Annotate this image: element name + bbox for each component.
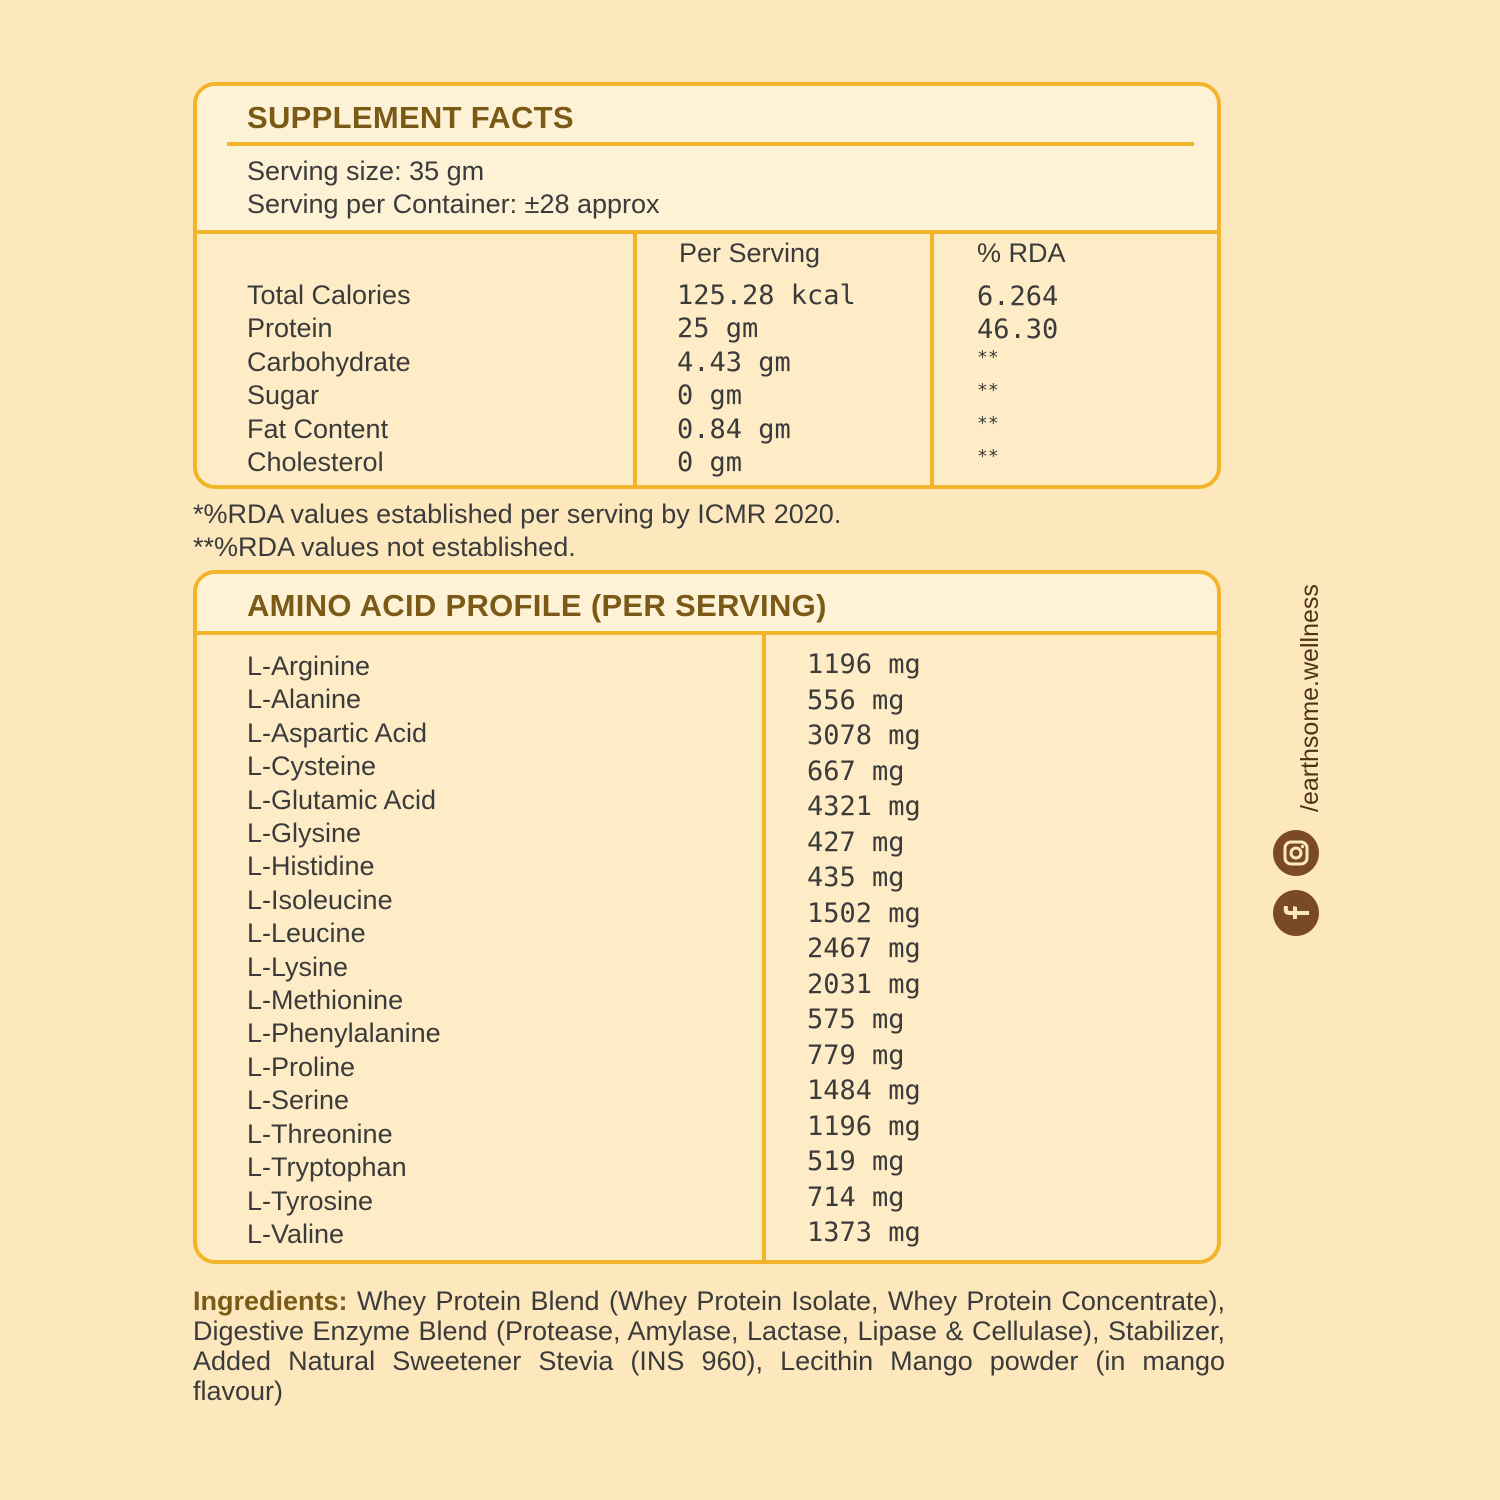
amino-acid-name: L-Lysine	[247, 951, 349, 982]
rda-value: 46.30	[977, 314, 1059, 345]
amino-acid-name: L-Leucine	[247, 918, 366, 949]
supplement-facts-panel	[193, 82, 1221, 489]
nutrient-name: Total Calories	[247, 280, 411, 310]
amino-acid-name: L-Glysine	[247, 818, 362, 849]
amino-acid-value: 714 mg	[807, 1181, 905, 1213]
per-serving-header: Per Serving	[679, 238, 821, 268]
amino-column-divider	[762, 633, 766, 1260]
amino-acid-name: L-Alanine	[247, 684, 362, 715]
amino-acid-name: L-Arginine	[247, 651, 371, 681]
amino-acid-value: 1196 mg	[807, 649, 921, 680]
rda-value: 6.264	[977, 281, 1059, 312]
ingredients-label: Ingredients:	[193, 1286, 348, 1316]
amino-acid-panel	[193, 570, 1221, 1264]
nutrient-values	[677, 279, 856, 479]
amino-acid-value: 1502 mg	[807, 897, 921, 929]
amino-acid-name: L-Valine	[247, 1218, 345, 1249]
amino-acid-name: L-Proline	[247, 1051, 356, 1082]
amino-acid-value: 779 mg	[807, 1039, 905, 1071]
nutrient-names	[247, 279, 411, 479]
amino-acid-value: 575 mg	[807, 1004, 905, 1035]
footnote-rda-not-established: **%RDA values not established.	[193, 532, 576, 562]
amino-acid-value: 556 mg	[807, 684, 905, 716]
amino-acid-value: 2031 mg	[807, 968, 921, 1000]
amino-acid-value: 1484 mg	[807, 1075, 921, 1106]
nutrient-value: 25 gm	[677, 313, 759, 345]
amino-acid-names	[247, 650, 441, 1251]
title-underline	[227, 142, 1194, 146]
servings-per-container: Serving per Container: ±28 approx	[247, 189, 660, 219]
amino-acid-name: L-Glutamic Acid	[247, 784, 437, 815]
rda-value: **	[977, 347, 999, 368]
rda-header: % RDA	[977, 238, 1066, 268]
amino-acid-value: 1373 mg	[807, 1217, 921, 1248]
amino-acid-value: 1196 mg	[807, 1110, 921, 1142]
facebook-icon[interactable]	[1273, 890, 1319, 936]
amino-acid-name: L-Tyrosine	[247, 1185, 374, 1216]
rda-values	[977, 281, 1058, 479]
rda-value: **	[977, 380, 999, 401]
nutrient-value: 0 gm	[677, 447, 743, 479]
header-divider	[197, 230, 1217, 234]
nutrient-value: 4.43 gm	[677, 346, 791, 378]
amino-header-divider	[197, 631, 1217, 635]
amino-acid-value: 519 mg	[807, 1146, 905, 1177]
amino-acid-name: L-Threonine	[247, 1118, 393, 1149]
amino-acid-value: 667 mg	[807, 755, 905, 787]
amino-acid-value: 4321 mg	[807, 791, 921, 822]
amino-acid-name: L-Aspartic Acid	[247, 717, 428, 748]
amino-acid-name: L-Histidine	[247, 851, 375, 882]
amino-acid-value: 3078 mg	[807, 720, 921, 751]
social-handle[interactable]: /earthsome.wellness	[1296, 584, 1324, 812]
nutrient-name: Sugar	[247, 380, 320, 411]
ingredients-text	[193, 1286, 1225, 1406]
amino-acid-name: L-Phenylalanine	[247, 1018, 441, 1049]
nutrient-value: 0 gm	[677, 380, 743, 412]
ingredients-list: Whey Protein Blend (Whey Protein Isolate, Whey Protein Concentrate), Digestive Enzyme Blend (Protease, Amylase, Lactase, Lipase & Cellulase), Stabilizer, Added Natural Sweetener Stevia (INS 960), Lecithin Mango powder (in mango flavour)	[193, 1286, 1225, 1406]
amino-acid-name: L-Serine	[247, 1085, 350, 1116]
amino-acid-value: 435 mg	[807, 862, 905, 893]
amino-acid-value: 427 mg	[807, 826, 905, 858]
supplement-facts-title: SUPPLEMENT FACTS	[247, 100, 574, 135]
amino-acid-value: 2467 mg	[807, 933, 921, 964]
nutrient-value: 0.84 gm	[677, 413, 791, 445]
nutrient-name: Protein	[247, 313, 333, 344]
column-divider-2	[930, 232, 934, 485]
nutrient-name: Fat Content	[247, 413, 389, 444]
column-divider-1	[633, 232, 637, 485]
amino-acid-name: L-Tryptophan	[247, 1152, 407, 1183]
amino-acid-name: L-Cysteine	[247, 751, 377, 782]
rda-value: **	[977, 413, 999, 434]
nutrient-value: 125.28 kcal	[677, 280, 856, 311]
rda-value: **	[977, 446, 999, 467]
nutrient-name: Cholesterol	[247, 447, 384, 478]
instagram-icon[interactable]	[1273, 830, 1319, 876]
footnote-rda-established: *%RDA values established per serving by ICMR 2020.	[193, 499, 842, 529]
amino-acid-values	[807, 647, 921, 1251]
serving-size: Serving size: 35 gm	[247, 156, 485, 186]
amino-acid-title: AMINO ACID PROFILE (PER SERVING)	[247, 588, 827, 623]
amino-acid-name: L-Methionine	[247, 985, 404, 1016]
nutrient-name: Carbohydrate	[247, 346, 411, 377]
amino-acid-name: L-Isoleucine	[247, 884, 393, 915]
